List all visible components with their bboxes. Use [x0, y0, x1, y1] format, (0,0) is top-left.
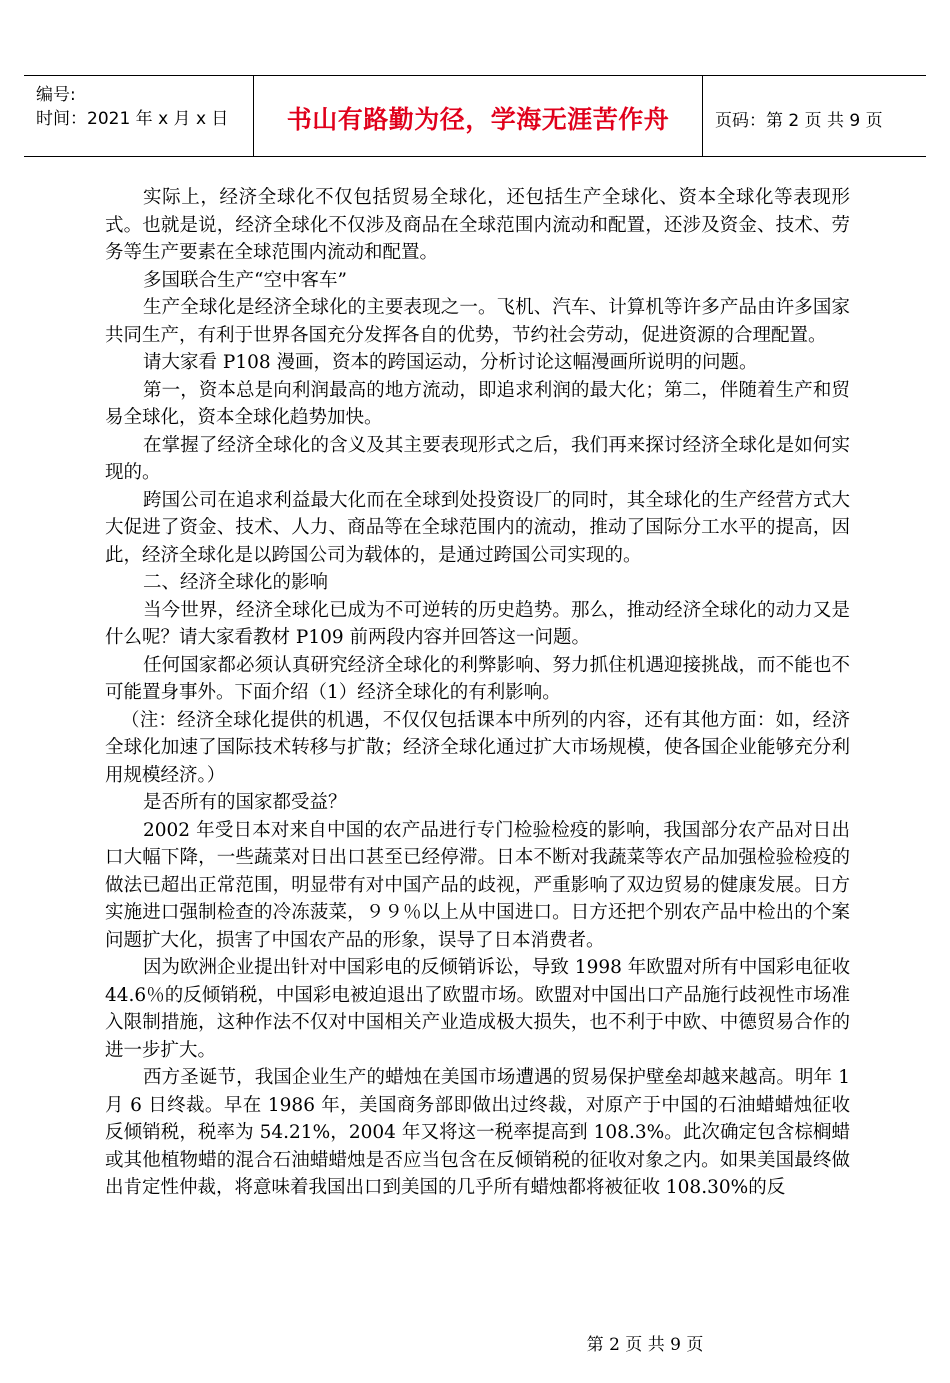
page-footer: 第 2 页 共 9 页 [586, 1335, 704, 1355]
header-left-cell [24, 76, 254, 156]
header-page-cell [703, 76, 926, 156]
motto-text: 书山有路勤为径，学海无涯苦作舟 [286, 105, 670, 134]
body-paragraph: 第一，资本总是向利润最高的地方流动，即追求利润的最大化；第二，伴随着生产和贸易全球化，资本全球化趋势加快。 [105, 379, 850, 428]
document-body [105, 184, 850, 1202]
body-paragraph: 是否所有的国家都受益？ [143, 792, 347, 813]
body-paragraph: 因为欧洲企业提出针对中国彩电的反倾销诉讼，导致 1998 年欧盟对所有中国彩电征收 44.6％的反倾销税，中国彩电被迫退出了欧盟市场。欧盟对中国出口产品施行歧视性市场准入限制措施，这种作法不仅对中国相关产业造成极大损失，也不利于中欧、中德贸易合作的进一步扩大。 [105, 957, 850, 1061]
body-paragraph: 跨国公司在追求利益最大化而在全球到处投资设厂的同时，其全球化的生产经营方式大大促进了资金、技术、人力、商品等在全球范围内的流动，推动了国际分工水平的提高，因此，经济全球化是以跨国公司为载体的，是通过跨国公司实现的。 [105, 489, 850, 566]
body-paragraph: 二、经济全球化的影响 [143, 572, 329, 593]
header-motto-cell [254, 76, 703, 156]
serial-number-label: 编号: [36, 85, 76, 105]
body-paragraph: （注：经济全球化提供的机遇，不仅仅包括课本中所列的内容，还有其他方面：如，经济全球化加速了国际技术转移与扩散；经济全球化通过扩大市场规模，使各国企业能够充分利用规模经济。） [105, 709, 850, 786]
body-paragraph: 西方圣诞节，我国企业生产的蜡烛在美国市场遭遇的贸易保护壁垒却越来越高。明年 1 月 6 日终裁。早在 1986 年，美国商务部即做出过终裁，对原产于中国的石油蜡蜡烛征收反倾销税，税率为 54.21%，2004 年又将这一税率提高到 108.3%。此次确定包含棕榈蜡或其他植物蜡的混合石油蜡蜡烛是否应当包含在反倾销税的征收对象之内。如果美国最终做出肯定性仲裁，将意味着我国出口到美国的几乎所有蜡烛都将被征收 108.30%的反 [105, 1067, 850, 1198]
time-label: 时间：2021 年 x 月 x 日 [36, 109, 229, 129]
body-paragraph: 请大家看 P108 漫画，资本的跨国运动，分析讨论这幅漫画所说明的问题。 [143, 352, 758, 373]
body-paragraph: 生产全球化是经济全球化的主要表现之一。飞机、汽车、计算机等许多产品由许多国家共同生产，有利于世界各国充分发挥各自的优势，节约社会劳动，促进资源的合理配置。 [105, 297, 850, 346]
page-info: 页码：第 2 页 共 9 页 [715, 111, 883, 131]
body-paragraph: 当今世界，经济全球化已成为不可逆转的历史趋势。那么，推动经济全球化的动力又是什么呢？请大家看教材 P109 前两段内容并回答这一问题。 [105, 599, 850, 648]
body-paragraph: 在掌握了经济全球化的含义及其主要表现形式之后，我们再来探讨经济全球化是如何实现的。 [105, 434, 850, 483]
body-paragraph: 实际上，经济全球化不仅包括贸易全球化，还包括生产全球化、资本全球化等表现形式。也就是说，经济全球化不仅涉及商品在全球范围内流动和配置，还涉及资金、技术、劳务等生产要素在全球范围内流动和配置。 [105, 187, 850, 263]
body-paragraph: 多国联合生产“空中客车” [143, 269, 347, 291]
page-header [24, 75, 926, 157]
body-paragraph: 2002 年受日本对来自中国的农产品进行专门检验检疫的影响，我国部分农产品对日出口大幅下降，一些蔬菜对日出口甚至已经停滞。日本不断对我蔬菜等农产品加强检验检疫的做法已超出正常范围，明显带有对中国产品的歧视，严重影响了双边贸易的健康发展。日方实施进口强制检查的冷冻菠菜，９９％以上从中国进口。日方还把个别农产品中检出的个案问题扩大化，损害了中国农产品的形象，误导了日本消费者。 [105, 819, 850, 951]
body-paragraph: 任何国家都必须认真研究经济全球化的利弊影响、努力抓住机遇迎接挑战，而不能也不可能置身事外。下面介绍（1）经济全球化的有利影响。 [105, 654, 850, 703]
